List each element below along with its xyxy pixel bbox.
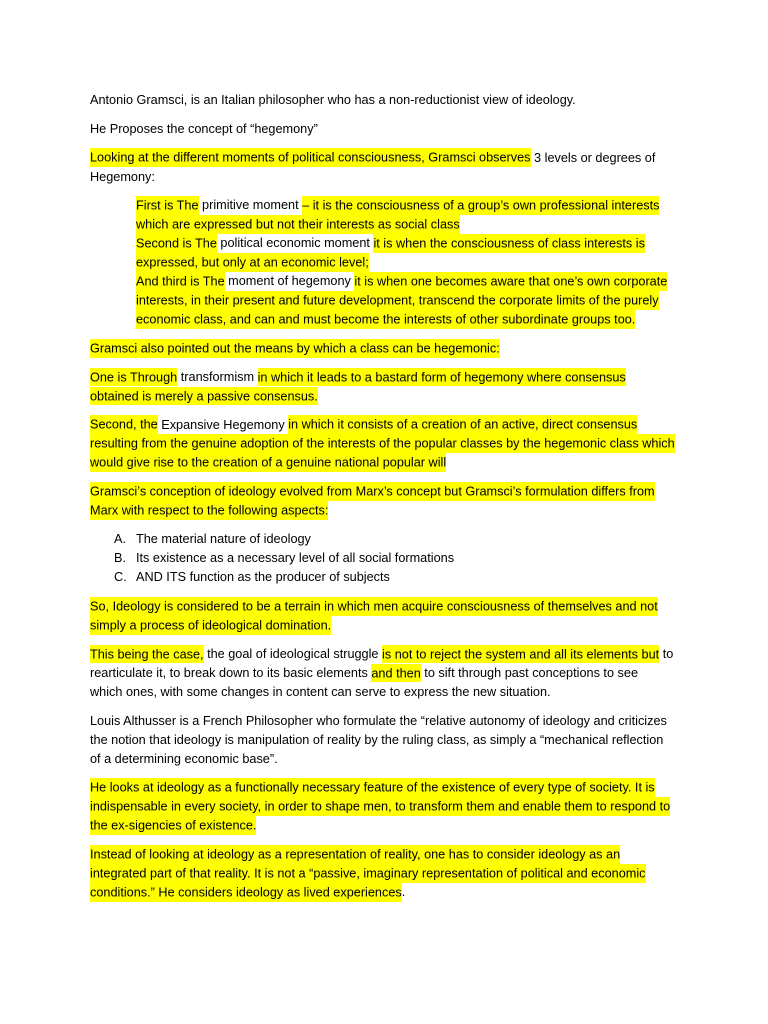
text-line [90, 120, 768, 139]
text-run: Hegemony: [90, 169, 155, 184]
text-line [90, 435, 768, 454]
highlighted-text: One is Through [90, 368, 177, 387]
list-item-text: Its existence as a necessary level of all social formations [136, 551, 455, 566]
text-run: He Proposes the concept of “hegemony” [90, 121, 318, 136]
paragraph [90, 483, 768, 521]
highlighted-text: First is The [136, 196, 199, 215]
text-run: to sift through past conceptions to see [420, 665, 638, 680]
text-line [90, 339, 768, 358]
text-line [90, 864, 768, 883]
text-run: moment of hegemony [224, 274, 355, 289]
text-line [90, 416, 768, 435]
highlighted-text: resulting from the genuine adoption of the interests of the popular classes by the hegemonic class which [90, 434, 675, 453]
paragraph [90, 149, 768, 187]
text-line [136, 234, 768, 253]
paragraph [90, 779, 768, 836]
text-line [90, 845, 768, 864]
highlighted-text: So, Ideology is considered to be a terrain in which men acquire consciousness of themselves and not [90, 597, 658, 616]
highlighted-text: Instead of looking at ideology as a representation of reality, one has to consider ideology as an [90, 845, 620, 864]
paragraph [90, 339, 768, 358]
highlighted-text: is not to reject the system and all its elements but [382, 645, 659, 664]
text-line [90, 149, 768, 168]
paragraph [90, 120, 768, 139]
highlighted-text: and then [371, 664, 420, 683]
text-line [90, 91, 768, 110]
paragraph [90, 645, 768, 702]
highlighted-text: Looking at the different moments of political consciousness, Gramsci observes [90, 148, 531, 167]
highlighted-text: Second is The [136, 234, 217, 253]
highlighted-text: expressed, but only at an economic level; [136, 253, 369, 272]
text-line [90, 798, 768, 817]
text-run: primitive moment [198, 198, 303, 213]
text-line [136, 291, 768, 310]
paragraph [90, 597, 768, 635]
text-run: Antonio Gramsci, is an Italian philosopher who has a non-reductionist view of ideology. [90, 93, 576, 107]
text-line [90, 750, 768, 769]
text-line [90, 664, 768, 683]
paragraph [90, 845, 768, 902]
highlighted-text: simply a process of ideological domination. [90, 616, 331, 635]
text-run: the goal of ideological struggle [203, 646, 383, 661]
list-marker: A. [114, 532, 126, 547]
text-line [90, 387, 768, 406]
list-item [90, 549, 768, 568]
highlighted-text: conditions.” He considers ideology as lived experiences [90, 883, 402, 902]
text-run: the notion that ideology is manipulation of reality by the ruling class, as simply a “mechanical reflection [90, 732, 664, 747]
highlighted-text: integrated part of that reality. It is not a “passive, imaginary representation of political and economic [90, 864, 646, 883]
text-line [90, 883, 768, 902]
highlighted-text: This being the case, [90, 645, 204, 664]
text-line [136, 272, 768, 291]
text-line [90, 597, 768, 616]
highlighted-text: it is when one becomes aware that one’s own corporate [354, 272, 667, 291]
list-item-text: The material nature of ideology [136, 532, 311, 547]
text-line [90, 779, 768, 798]
highlighted-text: which are expressed but not their interests as social class [136, 215, 460, 234]
highlighted-text: Gramsci’s conception of ideology evolved from Marx’s concept but Gramsci’s formulation differs from [90, 482, 655, 501]
highlighted-text: would give rise to the creation of a genuine national popular will [90, 453, 446, 472]
text-run: rearticulate it, to break down to its basic elements [90, 665, 372, 680]
text-run: of a determining economic base”. [90, 751, 278, 766]
text-line [90, 731, 768, 750]
highlighted-text: in which it consists of a creation of an active, direct consensus [288, 415, 637, 434]
text-line [136, 196, 768, 215]
text-line [90, 168, 768, 187]
text-run: Louis Althusser is a French Philosopher who formulate the “relative autonomy of ideology and criticizes [90, 713, 667, 728]
highlighted-text: economic class, and can and must become the interests of other subordinate groups too. [136, 310, 635, 329]
paragraph [90, 712, 768, 769]
text-line [136, 310, 768, 329]
text-run: which ones, with some changes in content can serve to express the new situation. [90, 684, 551, 699]
text-run: transformism [177, 369, 258, 384]
text-run: to [659, 646, 674, 661]
highlighted-text: it is when the consciousness of class interests is [373, 234, 645, 253]
highlighted-text: He looks at ideology as a functionally necessary feature of the existence of every type of society. It is [90, 778, 655, 797]
text-line [90, 483, 768, 502]
text-run: 3 levels or degrees of [530, 150, 656, 165]
text-run: Expansive Hegemony [157, 417, 289, 432]
highlighted-text: obtained is merely a passive consensus. [90, 387, 318, 406]
text-line [136, 253, 768, 272]
list-marker: B. [114, 551, 126, 566]
paragraph [90, 368, 768, 406]
list-item [90, 568, 768, 587]
list-item [90, 530, 768, 549]
highlighted-text: indispensable in every society, in order to shape men, to transform them and enable them to respond to [90, 797, 670, 816]
text-line [90, 616, 768, 635]
paragraph [90, 91, 768, 110]
highlighted-text: interests, in their present and future development, transcend the corporate limits of the purely [136, 291, 659, 310]
text-line [90, 683, 768, 702]
text-line [90, 454, 768, 473]
indented-paragraph [90, 196, 768, 329]
list-item-text: AND ITS function as the producer of subjects [136, 570, 390, 585]
list-marker: C. [114, 570, 127, 585]
ordered-list [90, 530, 768, 587]
highlighted-text: And third is The [136, 272, 225, 291]
highlighted-text: Second, the [90, 415, 158, 434]
text-line [90, 712, 768, 731]
highlighted-text: Gramsci also pointed out the means by which a class can be hegemonic: [90, 339, 500, 358]
paragraph [90, 416, 768, 473]
text-line [90, 368, 768, 387]
text-line [90, 817, 768, 836]
highlighted-text: the ex-sigencies of existence. [90, 816, 256, 835]
text-run: political economic moment [216, 236, 374, 251]
text-run: . [401, 885, 406, 900]
text-line [90, 645, 768, 664]
text-line [90, 502, 768, 521]
highlighted-text: Marx with respect to the following aspects: [90, 501, 328, 520]
highlighted-text: – it is the consciousness of a group’s own professional interests [302, 196, 659, 215]
text-line [136, 215, 768, 234]
highlighted-text: in which it leads to a bastard form of hegemony where consensus [258, 368, 626, 387]
